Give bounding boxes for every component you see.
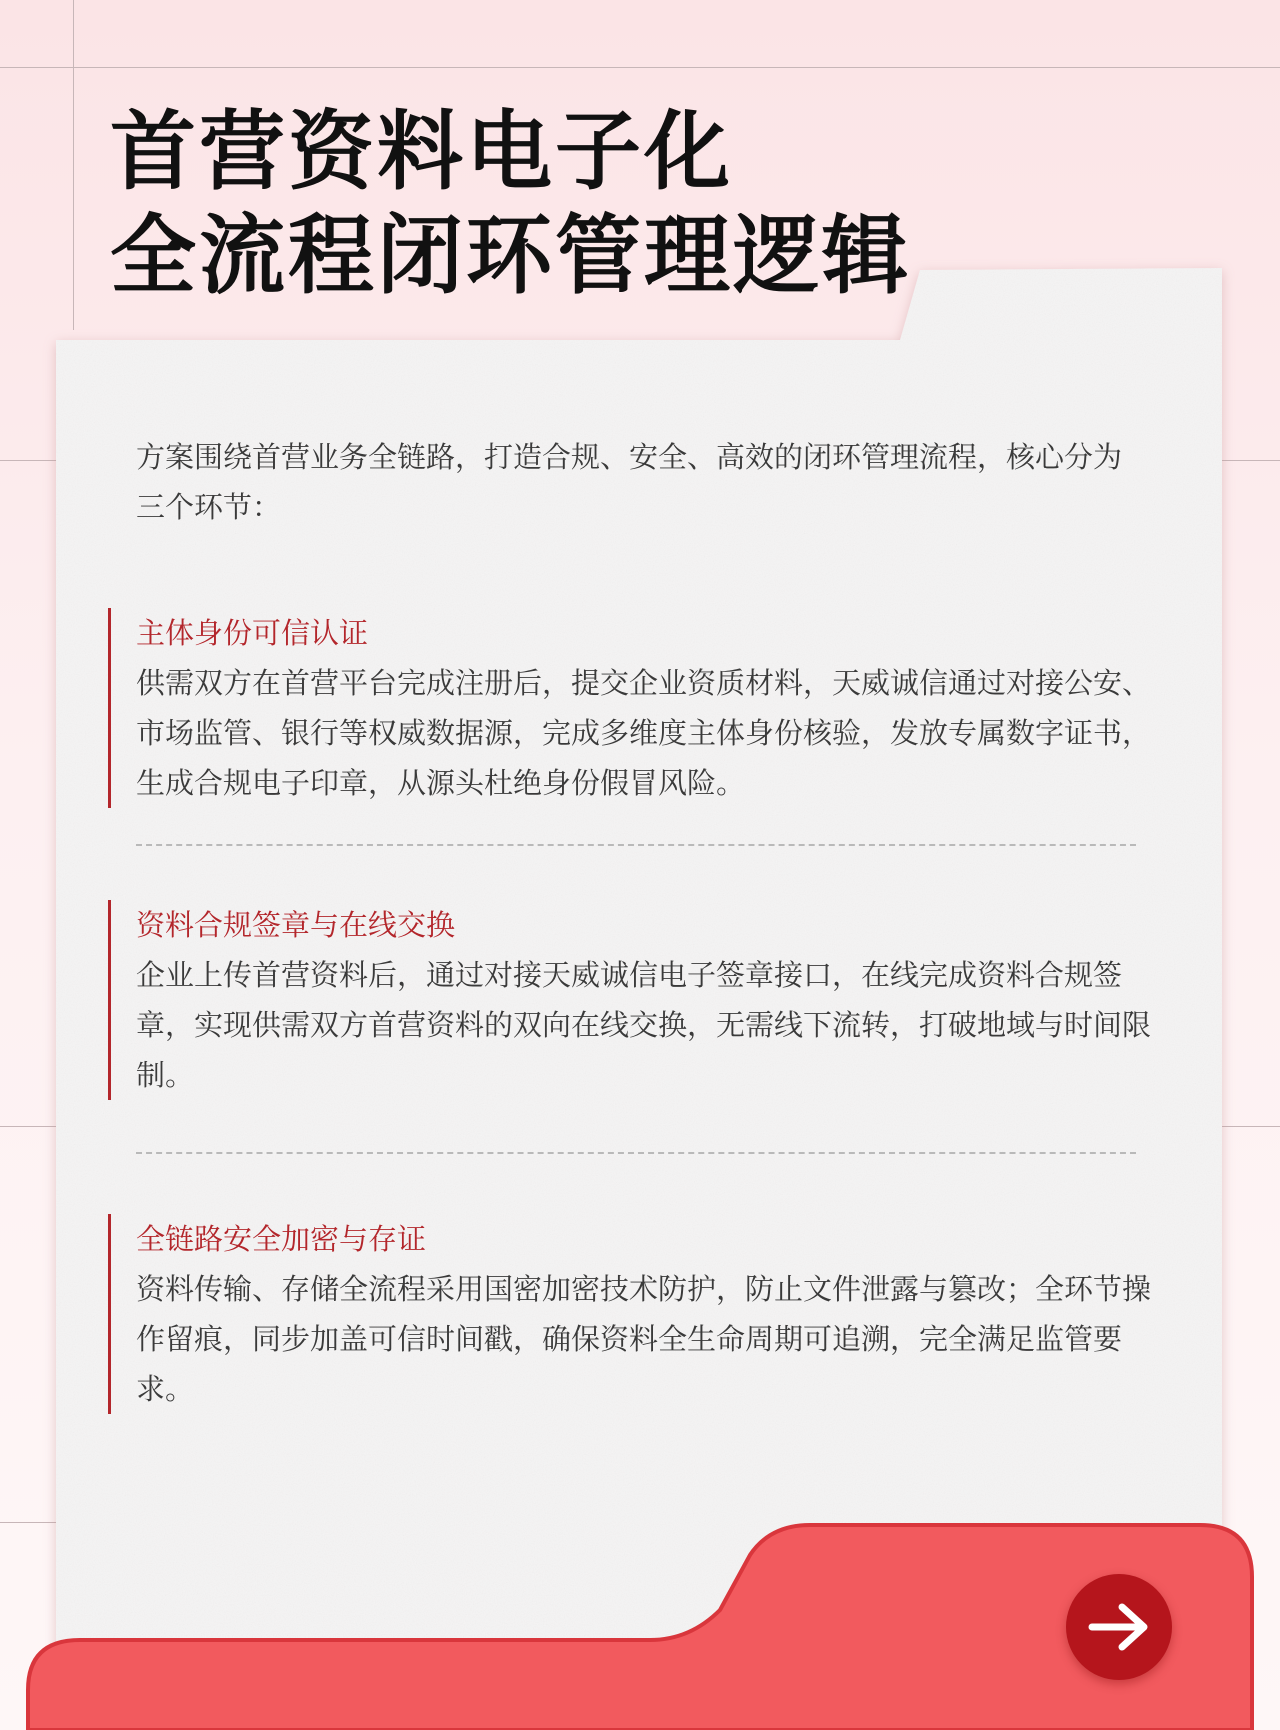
section-seal-exchange [108, 900, 1166, 1100]
title-line-2: 全流程闭环管理逻辑 [110, 206, 911, 306]
section-title: 资料合规签章与在线交换 [136, 908, 456, 942]
arrow-right-icon [1066, 1574, 1172, 1680]
section-title: 全链路安全加密与存证 [136, 1222, 427, 1256]
page-title [110, 100, 911, 308]
section-body: 供需双方在首营平台完成注册后，提交企业资质材料，天威诚信通过对接公安、市场监管、银行等权威数据源，完成多维度主体身份核验，发放专属数字证书，生成合规电子印章，从源头杜绝身份假冒风险。 [136, 666, 1152, 800]
section-identity-auth [108, 608, 1166, 808]
content-area [136, 432, 1152, 1406]
section-body: 资料传输、存储全流程采用国密加密技术防护，防止文件泄露与篡改；全环节操作留痕，同步加盖可信时间戳，确保资料全生命周期可追溯，完全满足监管要求。 [136, 1272, 1152, 1406]
title-line-1: 首营资料电子化 [110, 102, 733, 202]
section-encryption-evidence [108, 1214, 1166, 1414]
section-body: 企业上传首营资料后，通过对接天威诚信电子签章接口，在线完成资料合规签章，实现供需双方首营资料的双向在线交换，无需线下流转，打破地域与时间限制。 [136, 958, 1152, 1092]
dashed-divider [136, 1152, 1136, 1154]
next-button[interactable] [1066, 1574, 1172, 1680]
intro-text: 方案围绕首营业务全链路，打造合规、安全、高效的闭环管理流程，核心分为三个环节： [136, 440, 1123, 524]
dashed-divider [136, 844, 1136, 846]
section-title: 主体身份可信认证 [136, 616, 369, 650]
